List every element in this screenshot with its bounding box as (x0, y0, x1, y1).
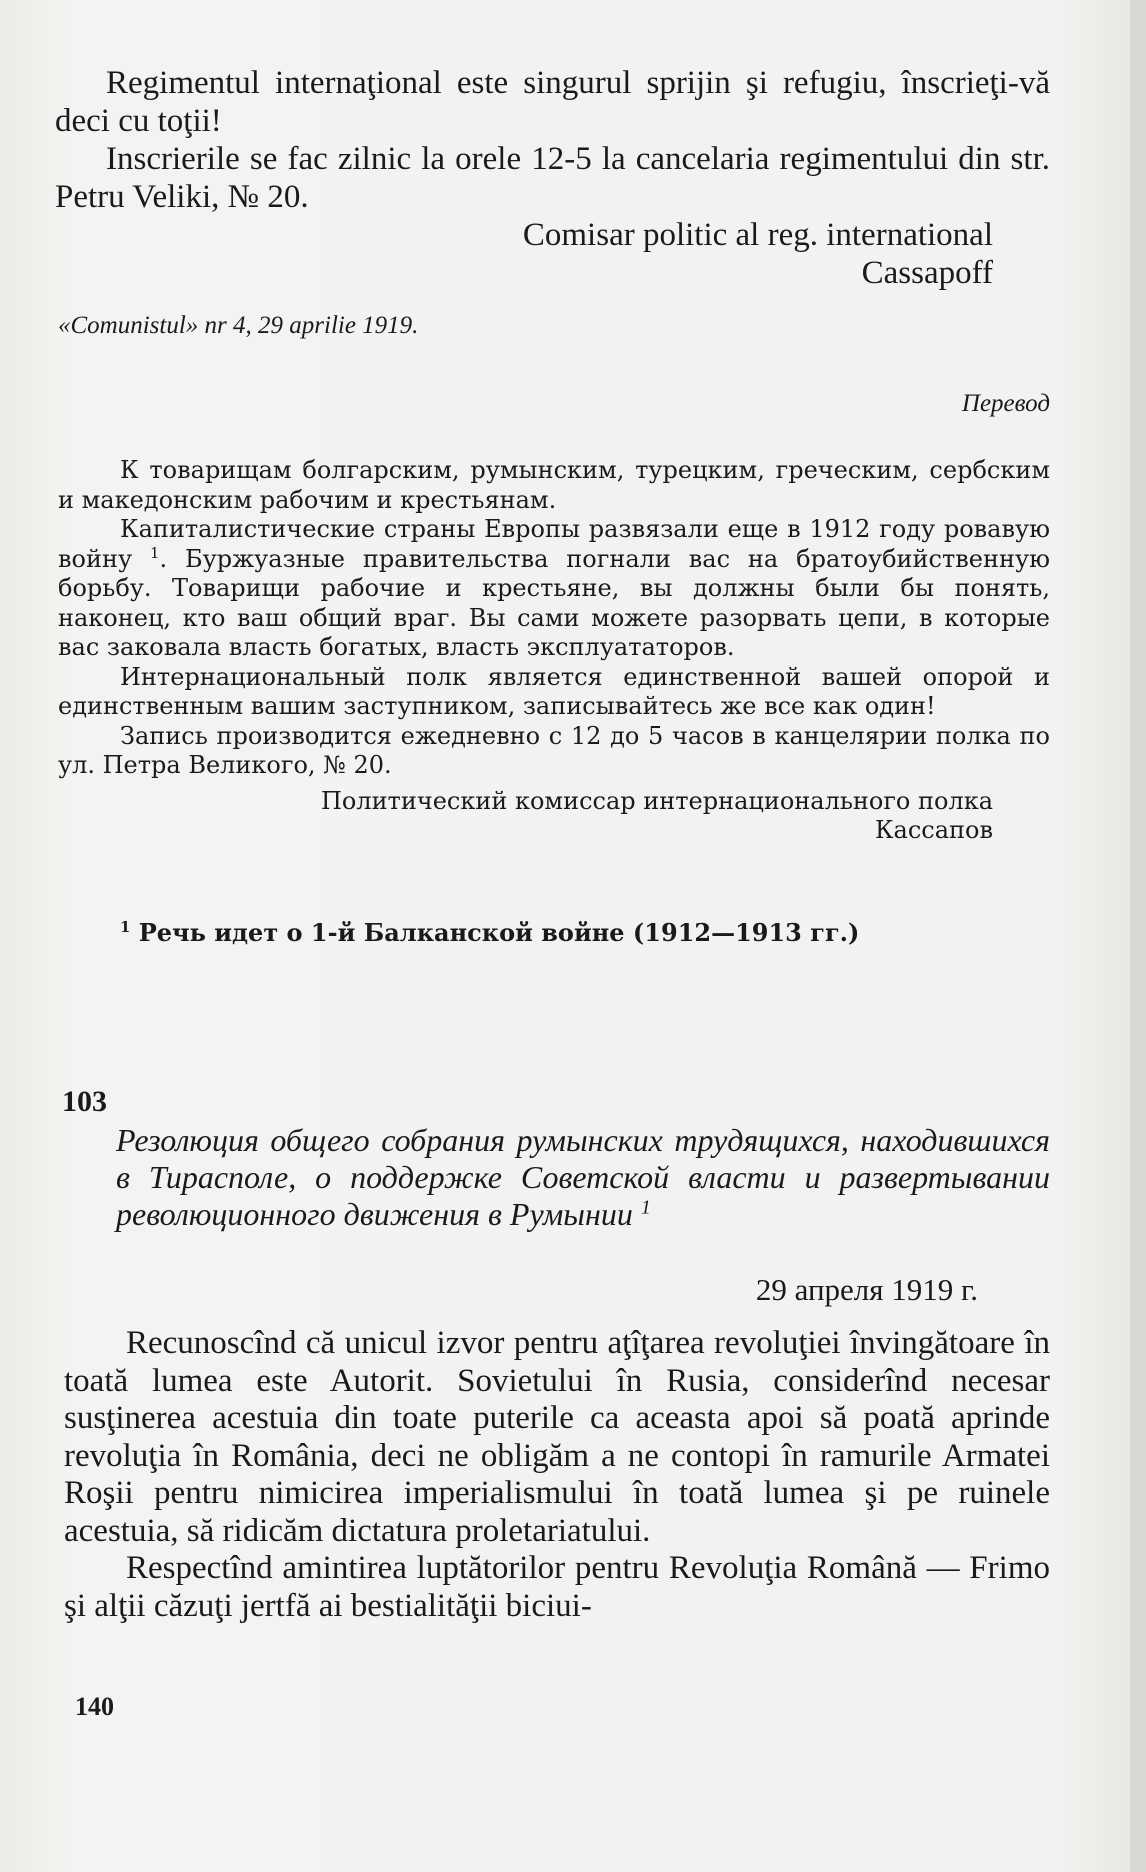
romanian-appeal (55, 64, 1050, 292)
title-text: Резолюция общего собрания румынских трудящихся, находившихся в Тирасполе, о поддержке Советской власти и развертывании революционного движения в Румынии (116, 1122, 1050, 1232)
resolution-text (64, 1325, 1050, 1625)
document-number: 103 (62, 1085, 107, 1118)
footnote-ref: 1 (149, 543, 160, 562)
paragraph: Regimentul internaţional este singurul sprijin şi refugiu, înscrieţi-vă deci cu toţii! (55, 65, 1050, 139)
paragraph: Inscrierile se fac zilnic la orele 12-5 la cancelaria regimentului din str. Petru Veliki, № 20. (55, 141, 1050, 215)
signature-block (58, 787, 993, 846)
paragraph: Запись производится ежедневно с 12 до 5 часов в канцелярии полка по ул. Петра Великого, № 20. (58, 721, 1050, 779)
footnote-mark: 1 (120, 918, 131, 936)
signature-name: Cassapoff (861, 255, 993, 291)
paragraph: К товарищам болгарским, румынским, турецким, греческим, сербским и македонским рабочим и крестьянам. (58, 456, 1050, 514)
footnote-ref: 1 (640, 1196, 651, 1219)
signature-title: Политический комиссар интернационального полка (320, 786, 993, 815)
text-run: . Буржуазные правительства погнали вас на братоубийственную борьбу. Товарищи рабочие и крестьяне, вы должны были бы понять, наконец, кто ваш общий враг. Вы сами можете разорвать цепи, в которые вас заковала власть богатых, власть эксплуататоров. (58, 544, 1050, 661)
russian-translation (58, 456, 1050, 846)
source-citation: «Comunistul» nr 4, 29 aprilie 1919. (58, 312, 419, 339)
translation-label: Перевод (961, 390, 1050, 417)
signature-name: Кассапов (874, 816, 993, 844)
document-date: 29 апреля 1919 г. (755, 1272, 978, 1307)
paragraph: Recunoscînd că unicul izvor pentru aţîţarea revoluţiei învingătoare în toată lumea este Autorit. Sovietului în Rusia, considerînd necesar susţinerea acestuia din toate puterile ca aceasta apoi să poată aprinde revoluţia în România, deci ne obligăm a ne contopi în ramurile Armatei Roşii pentru nimicirea imperialismului în toată lumea şi pe ruinele acestuia, să ridicăm dictatura proletariatului. (64, 1325, 1050, 1549)
paragraph (58, 515, 1050, 663)
footnote-text: Речь идет о 1-й Балканской войне (1912—1913 гг.) (138, 918, 860, 947)
footnote (120, 918, 859, 947)
paragraph: Интернациональный полк является единственной вашей опорой и единственным вашим заступником, записывайтесь же все как один! (58, 662, 1050, 720)
page-edge (1130, 0, 1146, 1872)
text-run: Капиталистические страны Европы развязали еще в 1912 году ровавую войну (58, 515, 1050, 573)
signature-block (55, 216, 993, 292)
paragraph: Respectînd amintirea luptătorilor pentru Revoluţia Română — Frimo şi alţii căzuţi jertfă ai bestialităţii biciui- (64, 1550, 1050, 1624)
page-number: 140 (75, 1692, 114, 1721)
signature-title: Comisar politic al reg. international (522, 217, 993, 253)
document-title (116, 1122, 1050, 1233)
